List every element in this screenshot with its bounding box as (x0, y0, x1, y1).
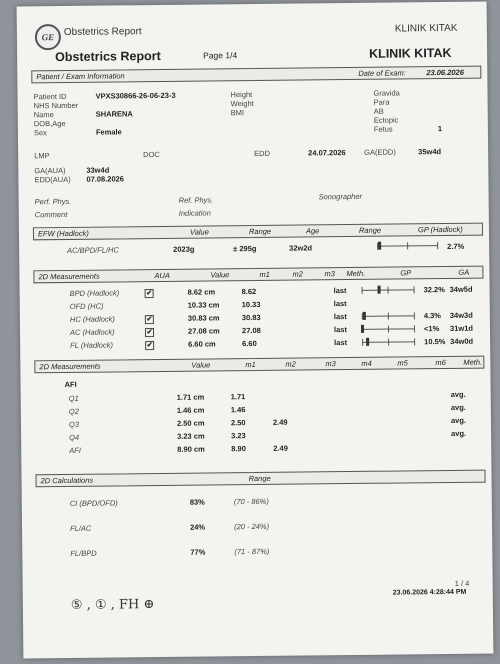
patient-name: SHARENA (95, 109, 133, 119)
page-number: Page 1/4 (203, 50, 238, 61)
gp-tick (437, 242, 438, 249)
clinic-name: KLINIK KITAK (369, 45, 452, 61)
afi-row-value: 1.71 cm (176, 392, 205, 402)
edd-aua-value: 07.08.2026 (86, 174, 125, 184)
meas-row-ga: 34w5d (449, 284, 473, 294)
efw-col-age: Age (305, 226, 320, 236)
edd-value: 24.07.2026 (308, 148, 346, 158)
ge-logo: GE (35, 24, 61, 50)
aua-checkbox: ✔ (146, 342, 153, 350)
meas-row-m1: 27.08 (241, 325, 261, 336)
meas-col-value: Value (210, 270, 230, 280)
meas-row-name: BPD (Hadlock) (69, 288, 120, 298)
meas-row-value: 27.08 cm (187, 326, 220, 336)
afi-row-m1: 3.23 (231, 431, 246, 441)
efw-range: ± 295g (233, 243, 257, 254)
meas-gp-bar (362, 312, 414, 319)
calc-col-range: Range (248, 473, 271, 484)
patient-section-header (31, 66, 481, 84)
calc-section-header (35, 470, 485, 488)
gp-tick (388, 339, 389, 346)
meas-row-m1: 8.62 (241, 286, 257, 297)
meas-row-name: OFD (HC) (69, 301, 104, 311)
gp-marker (363, 312, 366, 320)
gp-marker (377, 286, 380, 294)
meas-row-meth: last (333, 286, 347, 296)
afi-row-meth: avg. (450, 389, 466, 399)
afi-row-m2: 2.49 (273, 443, 288, 453)
name-label: Name (33, 110, 54, 120)
para-label: Para (373, 97, 390, 107)
meas-col-m1: m1 (259, 269, 270, 279)
meas-gp-bar (362, 286, 414, 293)
efw-col-range2: Range (358, 225, 382, 235)
meas-col-meth: Meth. (346, 268, 366, 279)
meas-row-m1: 30.83 (241, 312, 261, 323)
afi-row-m1: 8.90 (231, 444, 246, 454)
meas-title: 2D Measurements (38, 271, 100, 282)
indication-label: Indication (178, 208, 211, 218)
edd-label: EDD (254, 148, 271, 158)
meas-row-meth: last (333, 299, 347, 309)
calc-row-value: 77% (190, 547, 206, 557)
afi-row-meth: avg. (450, 402, 466, 412)
afi-row-meth: avg. (451, 428, 467, 438)
afi-section-header (34, 356, 484, 374)
meas-row-pct: <1% (423, 324, 440, 334)
afi-row-value: 2.50 cm (176, 418, 205, 428)
fetus-count: 1 (437, 124, 443, 134)
meas-col-m2: m2 (292, 269, 303, 279)
exam-date-label: Date of Exam: (358, 68, 406, 78)
fetus-label: Fetus (373, 124, 393, 134)
perf-phys-label: Perf. Phys. (34, 196, 72, 207)
meas-row-pct: 32.2% (423, 285, 445, 295)
doc-label: DOC (143, 149, 160, 160)
efw-pct: 2.7% (447, 241, 465, 251)
sex-label: Sex (33, 128, 47, 138)
afi-col-m1: m1 (245, 359, 256, 370)
ectopic-label: Ectopic (373, 115, 399, 125)
efw-title: EFW (Hadlock) (37, 228, 89, 239)
comment-label: Comment (34, 209, 68, 220)
gp-marker (366, 338, 369, 346)
efw-age: 32w2d (289, 243, 313, 253)
efw-section-header (33, 223, 483, 241)
ga-edd-value: 35w4d (418, 147, 442, 157)
afi-col-m2: m2 (285, 359, 296, 369)
aua-checkbox: ✔ (146, 329, 153, 337)
calc-row-value: 83% (189, 497, 205, 507)
patient-sex: Female (95, 127, 122, 137)
meas-col-gp: GP (400, 268, 412, 278)
meas-gp-bar (362, 325, 414, 332)
afi-row-value: 1.46 cm (176, 405, 205, 415)
afi-row-name: Q2 (68, 406, 79, 416)
afi-row-m1: 2.50 (230, 418, 246, 428)
afi-row-m2: 2.49 (272, 417, 288, 427)
meas-row-meth: last (333, 325, 347, 335)
weight-label: Weight (230, 98, 254, 109)
calc-row-range: (71 - 87%) (234, 546, 270, 557)
gp-tick (414, 338, 415, 345)
efw-col-range: Range (248, 226, 272, 237)
handwritten-note: ⑤ , ① , FH ⊕ (70, 597, 155, 613)
afi-row-value: 8.90 cm (177, 444, 205, 454)
afi-col-m5: m5 (397, 358, 408, 368)
footer-timestamp: 23.06.2026 4:28:44 PM (392, 588, 467, 597)
gp-tick (362, 339, 363, 346)
report-title: Obstetrics Report (55, 48, 161, 65)
afi-row-name: Q3 (68, 419, 80, 429)
report-page (17, 2, 494, 659)
meas-col-m3: m3 (324, 269, 335, 279)
efw-col-gp: GP (Hadlock) (417, 224, 463, 235)
aua-checkbox: ✔ (146, 316, 153, 324)
meas-row-ga: 34w0d (450, 336, 474, 346)
calc-row-range: (20 - 24%) (234, 521, 270, 532)
gp-tick (388, 313, 389, 320)
meas-row-ga: 34w3d (449, 310, 473, 320)
gp-marker (378, 242, 381, 250)
lmp-label: LMP (34, 151, 50, 161)
nhs-label: NHS Number (33, 100, 79, 111)
afi-row-name: AFI (69, 445, 81, 455)
afi-group-label: AFI (64, 379, 77, 389)
efw-row-label: AC/BPD/FL/HC (67, 245, 119, 255)
afi-row-m1: 1.46 (230, 405, 246, 415)
meas-row-name: HC (Hadlock) (69, 314, 115, 324)
gp-tick (414, 286, 415, 293)
meas-col-aua: AUA (154, 270, 170, 281)
afi-row-meth: avg. (450, 415, 467, 425)
efw-gp-bar (377, 242, 437, 249)
meas-row-meth: last (334, 338, 348, 348)
afi-row-name: Q4 (69, 432, 80, 442)
afi-col-meth: Meth. (463, 357, 483, 367)
calc-row-value: 24% (190, 522, 206, 532)
dob-label: DOB,Age (33, 118, 66, 129)
edd-aua-label: EDD(AUA) (34, 174, 71, 185)
bmi-label: BMI (230, 108, 245, 118)
meas-col-ga: GA (458, 267, 470, 277)
ga-aua-value: 33w4d (86, 165, 110, 175)
efw-col-value: Value (189, 227, 209, 237)
efw-value: 2023g (173, 244, 195, 254)
brand-title: Obstetrics Report (63, 26, 142, 38)
meas-section-header (33, 266, 483, 284)
gp-marker (361, 325, 364, 333)
gp-tick (407, 242, 408, 249)
height-label: Height (230, 90, 253, 100)
gp-tick (388, 326, 389, 333)
aua-checkbox: ✔ (146, 290, 153, 298)
gp-tick (388, 287, 389, 294)
meas-row-value: 6.60 cm (188, 339, 216, 349)
afi-col-m3: m3 (325, 359, 336, 369)
gravida-label: Gravida (373, 88, 400, 98)
afi-col-m6: m6 (435, 358, 446, 368)
patient-id: VPXS30866-26-06-23-3 (95, 90, 176, 101)
ref-phys-label: Ref. Phys. (178, 195, 214, 205)
calc-row-range: (70 - 86%) (233, 496, 269, 507)
meas-row-meth: last (333, 312, 347, 322)
gp-tick (362, 287, 363, 294)
patient-id-label: Patient ID (33, 91, 67, 102)
meas-gp-bar (362, 338, 414, 345)
clinic-title-small: KLINIK KITAK (394, 22, 458, 35)
gp-tick (414, 325, 415, 332)
ga-edd-label: GA(EDD) (364, 147, 396, 157)
meas-row-pct: 10.5% (424, 337, 446, 347)
calc-row-name: FL/AC (70, 523, 92, 533)
sonographer-label: Sonographer (318, 191, 363, 202)
meas-row-name: FL (Hadlock) (70, 340, 113, 350)
footer-page: 1 / 4 (454, 578, 470, 588)
exam-date: 23.06.2026 (426, 67, 464, 78)
meas-row-value: 10.33 cm (187, 300, 220, 310)
calc-title: 2D Calculations (40, 475, 94, 486)
ab-label: AB (373, 106, 384, 116)
meas-row-pct: 4.3% (423, 311, 442, 321)
meas-row-value: 30.83 cm (187, 313, 220, 323)
ga-aua-label: GA(AUA) (34, 165, 66, 176)
afi-row-m1: 1.71 (230, 392, 246, 402)
meas-row-ga: 31w1d (449, 323, 473, 333)
meas-row-value: 8.62 cm (187, 287, 216, 297)
calc-row-name: FL/BPD (70, 548, 97, 558)
calc-row-name: CI (BPD/OFD) (69, 498, 118, 508)
meas-row-m1: 6.60 (242, 338, 257, 349)
afi-row-name: Q1 (68, 393, 79, 403)
section-title: Patient / Exam Information (36, 71, 125, 82)
afi-row-value: 3.23 cm (177, 431, 205, 441)
afi-col-m4: m4 (361, 358, 372, 368)
meas-row-m1: 10.33 (241, 299, 261, 310)
afi-section-title: 2D Measurements (39, 361, 101, 372)
afi-col-value: Value (191, 360, 211, 370)
meas-row-name: AC (Hadlock) (69, 327, 115, 337)
gp-tick (414, 312, 415, 319)
